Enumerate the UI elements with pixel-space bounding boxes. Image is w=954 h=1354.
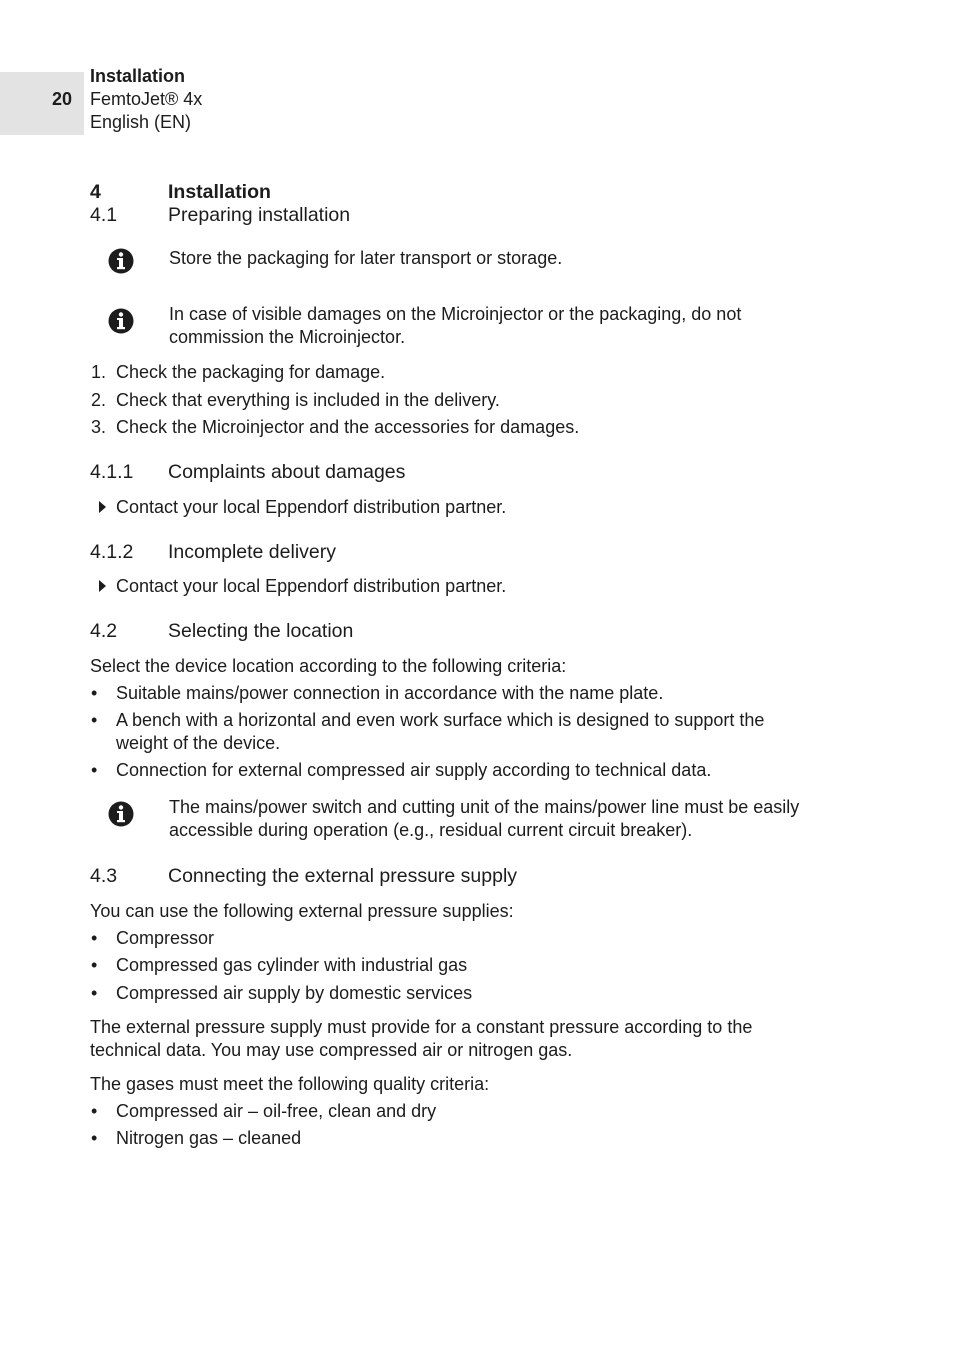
section-4-1-title: Preparing installation — [168, 204, 351, 226]
section-4-1-number: 4.1 — [90, 204, 118, 226]
header-language: English (EN) — [90, 112, 192, 132]
gas-criterion: Compressed air – oil-free, clean and dry — [116, 1101, 437, 1121]
note-mains-switch-line2: accessible during operation (e.g., residual current circuit breaker). — [169, 820, 693, 840]
gas-criteria-intro: The gases must meet the following quality criteria: — [90, 1074, 490, 1094]
note-damage-line2: commission the Microinjector. — [169, 327, 406, 347]
chapter-title: Installation — [168, 181, 271, 203]
location-intro: Select the device location according to the following criteria: — [90, 656, 567, 676]
section-4-1-1-number: 4.1.1 — [90, 461, 134, 483]
pressure-supply-item: Compressed air supply by domestic services — [116, 983, 473, 1003]
step-number: 2. — [91, 390, 107, 410]
pressure-paragraph-line2: technical data. You may use compressed air or nitrogen gas. — [90, 1040, 573, 1060]
section-4-3-number: 4.3 — [90, 865, 118, 887]
bullet: • — [91, 1101, 98, 1121]
step-text: Check that everything is included in the delivery. — [116, 390, 500, 410]
arrow-right-icon — [99, 501, 106, 513]
bullet: • — [91, 928, 98, 948]
bullet: • — [91, 760, 98, 780]
arrow-right-icon — [99, 580, 106, 592]
header-product: FemtoJet® 4x — [90, 89, 203, 109]
chapter-number: 4 — [90, 181, 101, 203]
section-4-1-2-number: 4.1.2 — [90, 541, 134, 563]
note-mains-switch-line1: The mains/power switch and cutting unit of the mains/power line must be easily — [169, 797, 800, 817]
section-4-2-title: Selecting the location — [168, 620, 354, 642]
pressure-intro: You can use the following external pressure supplies: — [90, 901, 514, 921]
step-text: Check the packaging for damage. — [116, 362, 386, 382]
action-contact-partner: Contact your local Eppendorf distribution partner. — [116, 576, 507, 596]
pressure-supply-item: Compressed gas cylinder with industrial gas — [116, 955, 468, 975]
pressure-paragraph-line1: The external pressure supply must provide for a constant pressure according to the — [90, 1017, 753, 1037]
section-4-3-title: Connecting the external pressure supply — [168, 865, 518, 887]
action-contact-partner: Contact your local Eppendorf distribution partner. — [116, 497, 507, 517]
step-text: Check the Microinjector and the accessories for damages. — [116, 417, 580, 437]
location-criterion: A bench with a horizontal and even work surface which is designed to support the — [116, 710, 765, 730]
step-number: 3. — [91, 417, 107, 437]
pressure-supply-item: Compressor — [116, 928, 215, 948]
step-number: 1. — [91, 362, 107, 382]
gas-criterion: Nitrogen gas – cleaned — [116, 1128, 302, 1148]
info-icon — [108, 308, 134, 334]
bullet: • — [91, 983, 98, 1003]
location-criterion-cont: weight of the device. — [116, 733, 281, 753]
info-icon — [108, 248, 134, 274]
bullet: • — [91, 955, 98, 975]
header-section: Installation — [90, 66, 186, 86]
note-damage-line1: In case of visible damages on the Microinjector or the packaging, do not — [169, 304, 742, 324]
info-icon — [108, 801, 134, 827]
location-criterion: Suitable mains/power connection in accordance with the name plate. — [116, 683, 664, 703]
bullet: • — [91, 683, 98, 703]
section-4-1-1-title: Complaints about damages — [168, 461, 406, 483]
location-criterion: Connection for external compressed air supply according to technical data. — [116, 760, 712, 780]
note-packaging-storage: Store the packaging for later transport or storage. — [169, 248, 563, 268]
bullet: • — [91, 710, 98, 730]
section-4-1-2-title: Incomplete delivery — [168, 541, 336, 563]
section-4-2-number: 4.2 — [90, 620, 118, 642]
bullet: • — [91, 1128, 98, 1148]
page-number: 20 — [52, 89, 73, 109]
